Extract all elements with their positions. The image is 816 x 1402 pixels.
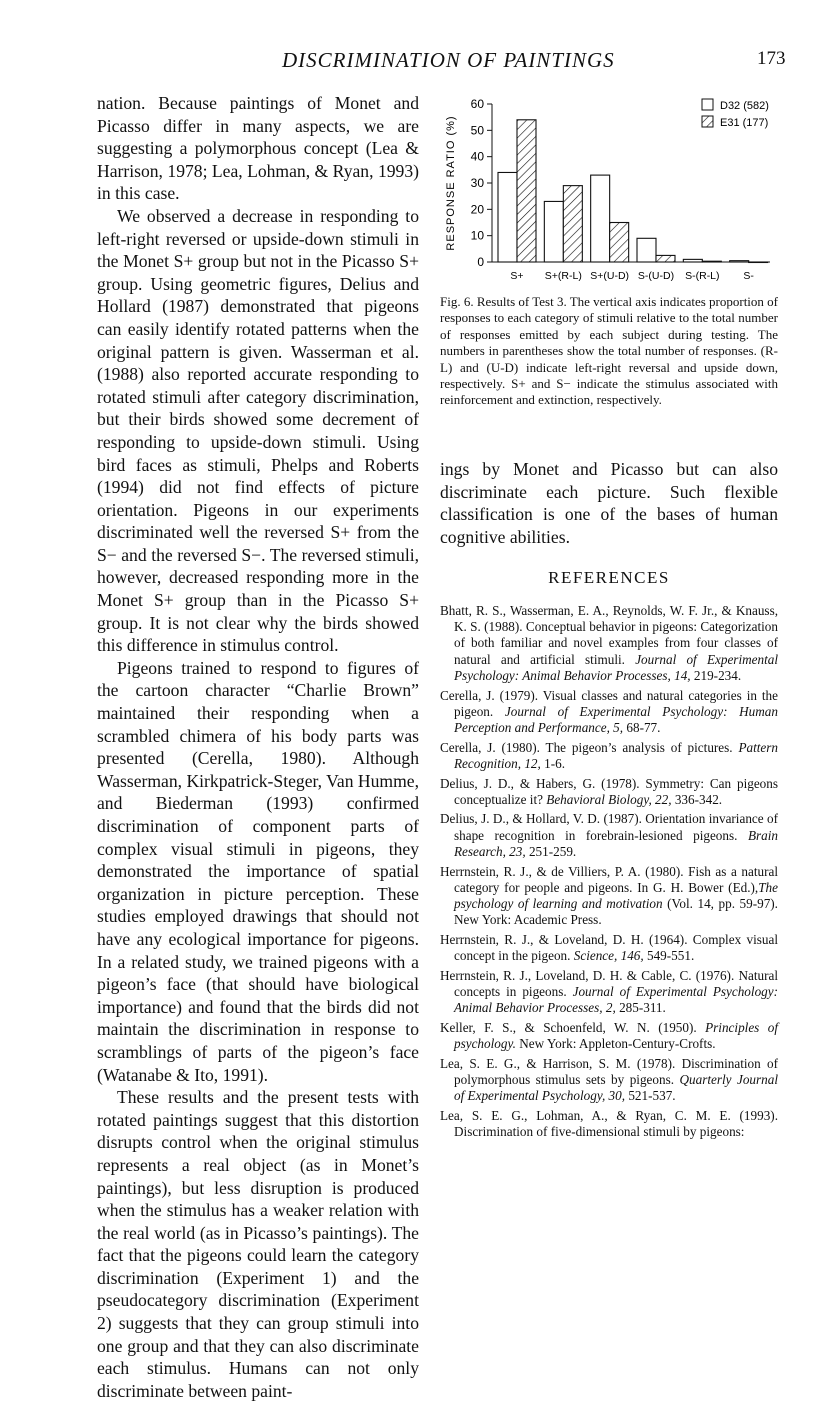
reference-pages: 521-537. [625, 1088, 676, 1104]
legend-label: D32 (582) [720, 100, 769, 112]
reference-item [440, 932, 778, 964]
reference-text: Cerella, J. (1979). Visual classes and natural categories in the pigeon. [440, 687, 778, 719]
y-tick-label: 10 [470, 228, 484, 243]
x-tick-label: S+ [510, 270, 524, 282]
y-tick-label: 30 [470, 176, 484, 190]
reference-item [440, 811, 778, 860]
bar-e31 [610, 223, 629, 263]
reference-pages: 549-551. [643, 948, 695, 964]
bar-e31 [702, 261, 721, 262]
reference-item [440, 864, 778, 929]
reference-item [440, 1020, 778, 1052]
reference-pages: 68-77. [623, 719, 661, 735]
reference-pages: 336-342. [671, 791, 723, 807]
y-axis-label: RESPONSE RATIO (%) [445, 115, 457, 251]
bar-e31 [563, 186, 582, 262]
x-tick-label: S-(U-D) [637, 270, 675, 282]
reference-pages: 219-234. [690, 667, 742, 683]
x-tick-label: S- [743, 270, 754, 282]
bar-d32 [591, 175, 610, 262]
figure-6-chart [440, 96, 780, 286]
reference-text: Lea, S. E. G., & Harrison, S. M. (1978). Discrimination of polymorphous stimulus sets by pigeons. [440, 1055, 778, 1087]
reference-pages: 1-6. [540, 755, 565, 771]
bar-e31 [749, 262, 768, 263]
caption-label: Fig. 6. [440, 294, 474, 309]
reference-text: Lea, S. E. G., Lohman, A., & Ryan, C. M. E. (1993). Discrimination of five-dimensional stimuli by pigeons: [440, 1107, 778, 1140]
references-list [440, 603, 778, 1144]
bar-chart [440, 96, 780, 286]
reference-source: Journal of Experimental Psychology: Animal Behavior Processes, 2, [454, 983, 778, 1016]
reference-item [440, 776, 778, 808]
reference-source: Journal of Experimental Psychology: Animal Behavior Processes, 14, [454, 651, 778, 683]
references-heading: REFERENCES [548, 568, 670, 587]
reference-text: Herrnstein, R. J., & Loveland, D. H. (1964). Complex visual concept in the pigeon. [440, 931, 778, 964]
legend-label: E31 (177) [720, 117, 769, 129]
bar-d32 [683, 259, 702, 262]
paragraph: These results and the present tests with rotated paintings suggest that this distortion disrupts control when the original stimulus represents a real object (as in Monet’s paintings), but less disruption is produced when the stimulus has a weaker relation with the real world (as in Picasso’s paintings). The fact that the pigeons could learn the category discrimination (Experiment 1) and the pseudocategory discrimination (Experiment 2) suggests that they can group stimuli into one group and that they can also discriminate each stimulus. Humans can not only discriminate between paint- [97, 1087, 419, 1401]
reference-item [440, 603, 778, 684]
bar-d32 [544, 201, 563, 262]
paragraph: ings by Monet and Picasso but can also discriminate each picture. Such flexible classification is one of the bases of human cognitive abilities. [440, 459, 778, 547]
y-tick-label: 50 [470, 123, 484, 138]
reference-pages: 251-259. [525, 843, 577, 859]
bar-d32 [730, 261, 749, 262]
bar-d32 [637, 238, 656, 262]
x-tick-label: S+(U-D) [590, 270, 630, 282]
page-number: 173 [757, 48, 786, 69]
reference-item [440, 740, 778, 772]
y-tick-label: 40 [470, 149, 484, 164]
reference-item [440, 1056, 778, 1105]
caption-text: Results of Test 3. The vertical axis indicates proportion of responses to each category of stimuli relative to the total number of responses emitted by each subject during testing. The numbers in parentheses show the total number of responses. (R-L) and (U-D) indicate left-right reversal and upside down, respectively. S+ and S− indicate the stimulus associated with reinforcement and extinction, respectively. [440, 294, 779, 408]
reference-source: Behavioral Biology, 22, [546, 791, 672, 807]
reference-source: Principles of psychology. [454, 1019, 779, 1052]
y-tick-label: 0 [477, 255, 484, 269]
reference-item [440, 968, 778, 1017]
reference-text: Delius, J. D., & Habers, G. (1978). Symmetry: Can pigeons conceptualize it? [440, 775, 778, 807]
bar-e31 [517, 120, 536, 262]
paragraph: Pigeons trained to respond to figures of the cartoon character “Charlie Brown” maintained their responding when a scrambled chimera of his body parts was presented (Cerella, 1980). Although Wasserman, Kirkpatrick-Steger, Van Humme, and Biederman (1993) confirmed discrimination of component parts of complex visual stimuli in pigeons, they demonstrated the importance of spatial organization in picture perception. These studies employed drawings that should not have any ecological importance for pigeons. In a related study, we trained pigeons with a pigeon’s face (that should have biological importance) and found that the birds did not maintain the discrimination in response to scramblings of parts of the pigeon’s face (Watanabe & Ito, 1991). [97, 657, 419, 1085]
reference-item [440, 688, 778, 737]
reference-pages: 285-311. [615, 1000, 666, 1016]
reference-text: Cerella, J. (1980). The pigeon’s analysis of pictures. [440, 739, 739, 755]
paragraph: We observed a decrease in responding to left-right reversed or upside-down stimuli in the Monet S+ group but not in the Picasso S+ group. Using geometric figures, Delius and Hollard (1987) demonstrated that pigeons can easily identify rotated patterns when the original pattern is given. Wasserman et al. (1988) also reported accurate responding to rotated stimuli after category discrimination, but their birds showed some decrement of responding to upside-down stimuli. Using bird faces as stimuli, Phelps and Roberts (1994) did not find effects of picture orientation. Pigeons in our experiments discriminated well the reversed S+ from the S− and the reversed S−. The reversed stimuli, however, decreased responding more in the Monet S+ group than in the Picasso S+ group. It is not clear why the birds showed this difference in stimulus control. [97, 205, 419, 656]
reference-source: Quarterly Journal of Experimental Psychology, 30, [454, 1071, 778, 1104]
reference-source: Journal of Experimental Psychology: Human Perception and Performance, 5, [454, 703, 778, 735]
x-tick-label: S+(R-L) [544, 270, 582, 282]
paragraph: nation. Because paintings of Monet and Picasso differ in many aspects, we are suggesting a polymorphous concept (Lea & Harrison, 1978; Lea, Lohman, & Ryan, 1993) in this case. [97, 93, 419, 204]
reference-pages: New York: Appleton-Century-Crofts. [515, 1036, 716, 1052]
bar-e31 [656, 255, 675, 262]
reference-item [440, 1108, 778, 1140]
legend-swatch [702, 116, 713, 127]
reference-source: Pattern Recognition, 12, [454, 739, 778, 771]
reference-source: Science, 146, [573, 948, 644, 964]
right-column-text [440, 458, 778, 548]
figure-caption [440, 294, 778, 409]
legend-swatch [702, 99, 713, 110]
y-tick-label: 20 [470, 202, 484, 217]
x-tick-label: S-(R-L) [685, 270, 720, 282]
reference-source: The psychology of learning and motivation [454, 879, 778, 911]
reference-pages: (Vol. 14, pp. 59-97). New York: Academic Press. [454, 895, 778, 928]
running-title: DISCRIMINATION OF PAINTINGS [282, 48, 615, 72]
reference-text: Keller, F. S., & Schoenfeld, W. N. (1950). [440, 1019, 706, 1035]
left-column [97, 92, 419, 1402]
bar-d32 [498, 172, 517, 262]
reference-text: Herrnstein, R. J., Loveland, D. H. & Cable, C. (1976). Natural concepts in pigeons. [440, 967, 778, 999]
reference-source: Brain Research, 23, [454, 827, 778, 859]
reference-text: Bhatt, R. S., Wasserman, E. A., Reynolds, W. F. Jr., & Knauss, K. S. (1988). Conceptual behavior in pigeons: Categorization of both familiar and novel examples from four classes of natural and artificial stimuli. [440, 603, 778, 667]
reference-text: Herrnstein, R. J., & de Villiers, P. A. (1980). Fish as a natural category for people and pigeons. In G. H. Bower (Ed.), [440, 863, 778, 895]
y-tick-label: 60 [470, 97, 484, 111]
reference-text: Delius, J. D., & Hollard, V. D. (1987). Orientation invariance of shape recognition in forebrain-lesioned pigeons. [440, 811, 778, 843]
